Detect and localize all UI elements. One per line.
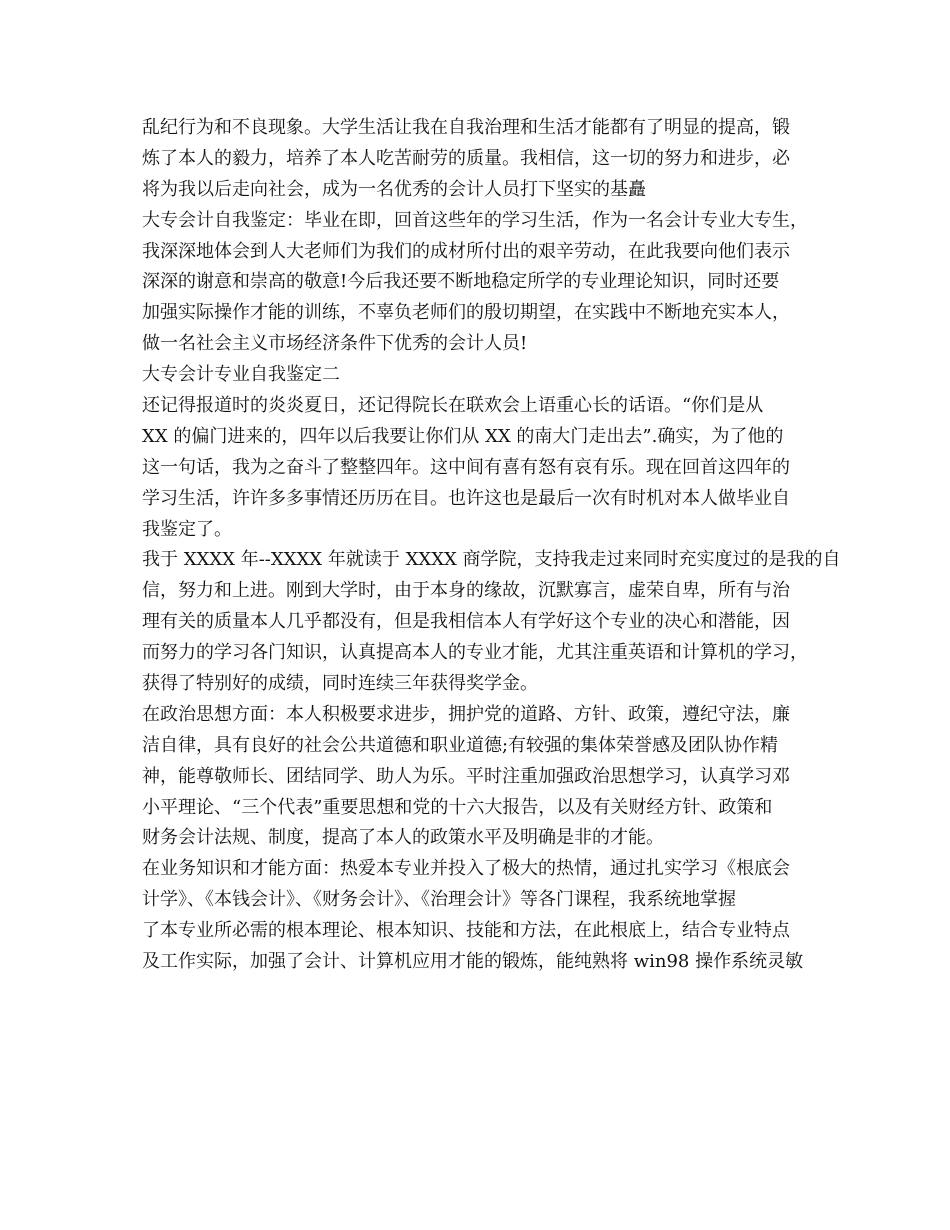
text-line: 了本专业所必需的根本理论、根本知识、技能和方法，在此根底上，结合专业特点: [142, 920, 790, 942]
text-line: 小平理论、“三个代表”重要思想和党的十六大报告，以及有关财经方针、政策和: [142, 796, 773, 818]
text-line: XX 的偏门进来的，四年以后我要让你们从 XX 的南大门走出去”.确实，为了他的: [142, 425, 784, 447]
text-line: 而努力的学习各门知识，认真提高本人的专业才能，尤其注重英语和计算机的学习，: [142, 642, 808, 664]
text-line: 加强实际操作才能的训练，不辜负老师们的殷切期望，在实践中不断地充实本人，: [142, 302, 790, 324]
text-line: 还记得报道时的炎炎夏日，还记得院长在联欢会上语重心长的话语。“你们是从: [142, 395, 764, 417]
text-line: 在业务知识和才能方面：热爱本专业并投入了极大的热情，通过扎实学习《根底会: [142, 858, 790, 880]
text-line: 理有关的质量本人几乎都没有，但是我相信本人有学好这个专业的决心和潜能，因: [142, 611, 790, 633]
text-line: 炼了本人的毅力，培养了本人吃苦耐劳的质量。我相信，这一切的努力和进步，必: [142, 147, 790, 169]
text-line: 学习生活，许许多多事情还历历在目。也许这也是最后一次有时机对本人做毕业自: [142, 487, 790, 509]
text-line: 信，努力和上进。刚到大学时，由于本身的缘故，沉默寡言，虚荣自卑，所有与治: [142, 580, 790, 602]
text-line: 洁自律，具有良好的社会公共道德和职业道德;有较强的集体荣誉感及团队协作精: [142, 734, 779, 756]
text-line: 获得了特别好的成绩，同时连续三年获得奖学金。: [142, 673, 538, 695]
document-body: [142, 113, 841, 978]
text-line: 我于 XXXX 年--XXXX 年就读于 XXXX 商学院，支持我走过来同时充实度过的是我的自: [142, 549, 841, 571]
text-line: 乱纪行为和不良现象。大学生活让我在自我治理和生活才能都有了明显的提高，锻: [142, 117, 790, 138]
text-line: 计学》、《本钱会计》、《财务会计》、《治理会计》等各门课程，我系统地掌握: [142, 889, 736, 911]
text-line: 我鉴定了。: [142, 518, 232, 540]
text-line: 大专会计自我鉴定：毕业在即，回首这些年的学习生活，作为一名会计专业大专生，: [142, 209, 808, 231]
text-line: 及工作实际，加强了会计、计算机应用才能的锻炼，能纯熟将 win98 操作系统灵敏: [142, 951, 804, 973]
text-line: 这一句话，我为之奋斗了整整四年。这中间有喜有怒有哀有乐。现在回首这四年的: [142, 456, 790, 478]
text-line: 做一名社会主义市场经济条件下优秀的会计人员!: [142, 333, 528, 355]
text-line: 神，能尊敬师长、团结同学、助人为乐。平时注重加强政治思想学习，认真学习邓: [142, 765, 790, 787]
text-line: 在政治思想方面：本人积极要求进步，拥护党的道路、方针、政策，遵纪守法，廉: [142, 703, 790, 725]
text-line: 将为我以后走向社会，成为一名优秀的会计人员打下坚实的基矗: [142, 178, 646, 200]
text-line: 深深的谢意和崇高的敬意!今后我还要不断地稳定所学的专业理论知识，同时还要: [142, 271, 780, 293]
section-heading: 大专会计专业自我鉴定二: [142, 364, 340, 386]
text-line: 我深深地体会到人大老师们为我们的成材所付出的艰辛劳动，在此我要向他们表示: [142, 240, 790, 262]
text-line: 财务会计法规、制度，提高了本人的政策水平及明确是非的才能。: [142, 827, 664, 849]
